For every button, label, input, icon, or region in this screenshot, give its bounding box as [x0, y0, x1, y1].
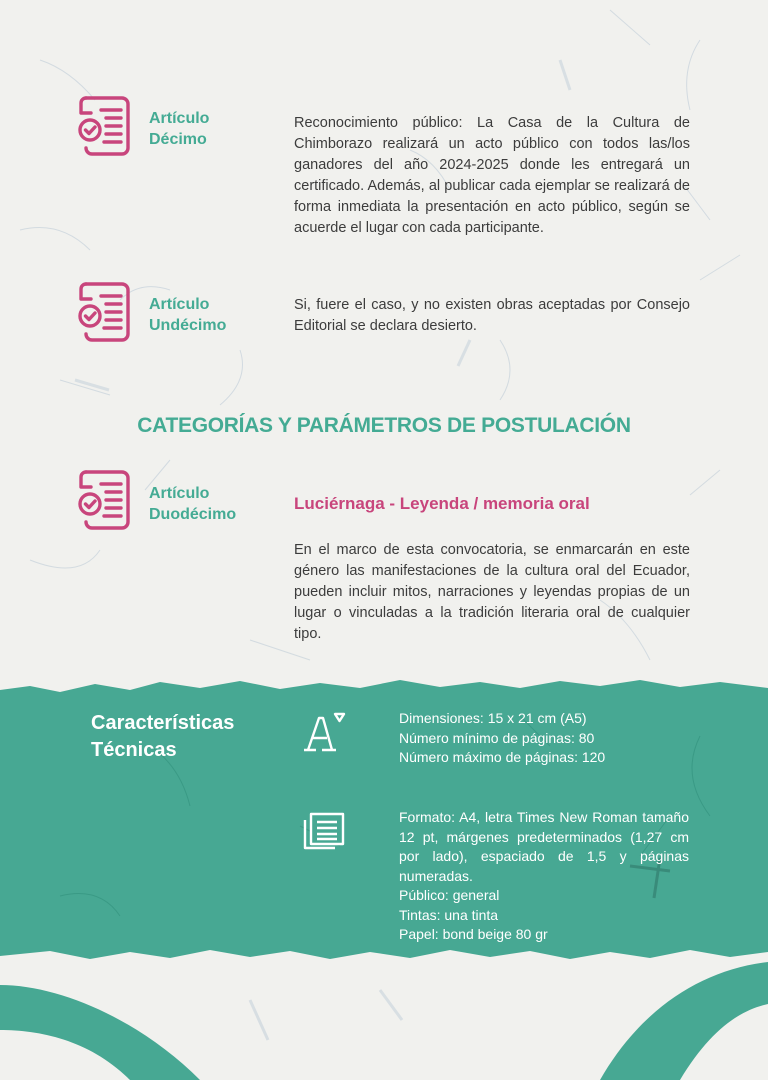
document-check-icon [76, 92, 138, 156]
category-title: Luciérnaga - Leyenda / memoria oral [294, 494, 590, 513]
article-body: Reconocimiento público: La Casa de la Cultura de Chimborazo realizará un acto público con todos las/los ganadores del año 2024-2025 donde les entregará un certificado. Además, al publicar cada ejemplar se realizará de forma inmediata la presentación en acto público, según se acuerde el lugar con cada participante. [294, 115, 690, 236]
font-size-icon [300, 710, 346, 754]
article-body: En el marco de esta convocatoria, se enmarcarán en este género las manifestaciones de la cultura oral del Ecuador, pueden incluir mitos, narraciones y leyendas propias de un lugar o vinculadas a la tradición literaria oral de cualquier tipo. [294, 542, 690, 642]
section-heading: CATEGORÍAS Y PARÁMETROS DE POSTULACIÓN [137, 414, 631, 437]
article-label: Artículo Décimo [149, 110, 210, 148]
article-label: Artículo Duodécimo [149, 485, 237, 523]
document-check-icon [76, 466, 138, 530]
article-body: Si, fuere el caso, y no existen obras aceptadas por Consejo Editorial se declara desierto. [294, 297, 690, 334]
technical-format: Formato: A4, letra Times New Roman tamaño 12 pt, márgenes predeterminados (1,27 cm por lado), espaciado de 1,5 y páginas numeradas. Público: general Tintas: una tinta Papel: bond beige 80 gr [399, 809, 689, 942]
technical-dimensions: Dimensiones: 15 x 21 cm (A5) Número mínimo de páginas: 80 Número máximo de páginas: 120 [399, 710, 606, 765]
article-label: Artículo Undécimo [149, 296, 227, 334]
document-check-icon [76, 278, 138, 342]
pages-icon [301, 812, 347, 852]
technical-title: Características Técnicas [91, 712, 235, 761]
